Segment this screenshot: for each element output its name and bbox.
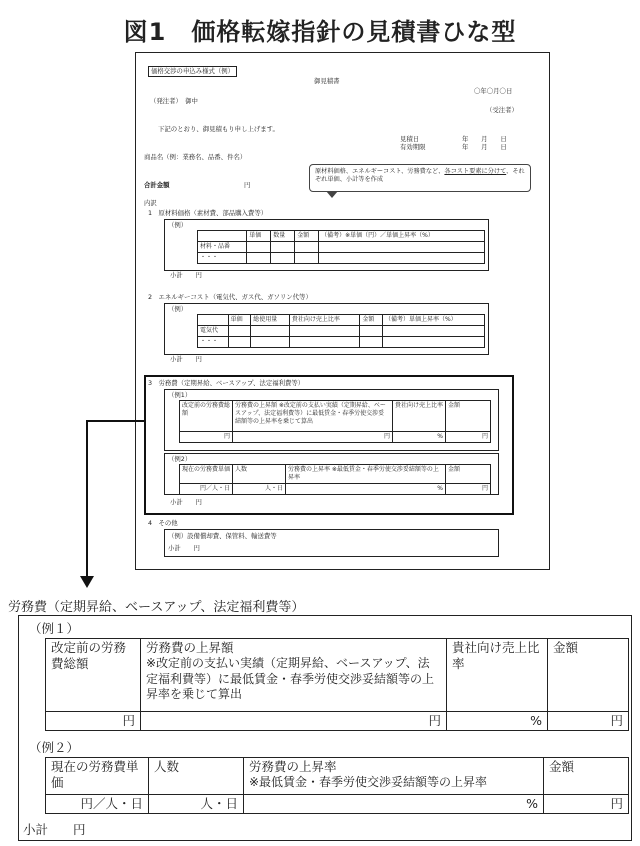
zoom-ex1-yen-2: 円 — [141, 712, 447, 731]
valid-value: 年 月 日 — [462, 143, 507, 151]
s2-col-price: 単価 — [228, 315, 251, 326]
section-2-box — [164, 303, 489, 355]
section-2-table — [197, 314, 485, 348]
callout-text-underlined: 各コスト要素に分けて — [444, 168, 507, 175]
zoom-panel — [18, 615, 632, 841]
s2-col-amount: 金額 — [360, 315, 383, 326]
callout-note — [309, 164, 531, 192]
valid-label: 有効期限 — [400, 143, 426, 151]
zoom-col-rate: 労務費の上昇率 — [249, 759, 337, 774]
figure-title: 図1 価格転嫁指針の見積書ひな型 — [123, 18, 517, 46]
zoom-ex1-table — [45, 638, 629, 731]
section-1-title: 1 原材料価格（素材費、部品購入費等） — [148, 209, 268, 217]
s3-ex2-unit-2: 人・日 — [233, 484, 286, 495]
s1-row-material: 材料・品番 — [198, 242, 247, 253]
zoom-heading: 労務費（定期昇給、ベースアップ、法定福利費等） — [8, 600, 305, 615]
quote-date-label: 見積日 — [400, 135, 420, 143]
zoom-col-increase: 労務費の上昇額 — [146, 640, 234, 655]
s1-col-price: 単価 — [247, 231, 271, 242]
zoom-ex1-pct: % — [447, 712, 548, 731]
s3-ex1-yen-3: 円 — [446, 432, 491, 443]
arrow-down-icon — [80, 576, 94, 588]
s1-col-qty: 数量 — [271, 231, 295, 242]
s3-ex2-yen: 円 — [446, 484, 491, 495]
zoom-ex2-table — [45, 757, 629, 814]
zoom-col-ratio: 貴社向け売上比率 — [447, 639, 548, 712]
s1-col-amount: 金額 — [295, 231, 319, 242]
total-yen: 円 — [244, 181, 251, 189]
section-4-example: （例）設備償却費、保管料、輸送費等 — [168, 532, 277, 540]
s3-ex2-unit-1: 円／人・日 — [180, 484, 233, 495]
s2-row-elec: 電気代 — [198, 326, 229, 337]
zoom-col-people: 人数 — [149, 758, 244, 795]
zoom-ex2-unit-1: 円／人・日 — [46, 795, 149, 814]
s2-row-dots: ・・・ — [198, 337, 229, 348]
zoom-ex1-yen-1: 円 — [46, 712, 141, 731]
s3-col-people: 人数 — [233, 465, 286, 484]
section-4-box — [164, 529, 499, 557]
section-2-subtotal: 小計 円 — [170, 355, 202, 363]
s2-col-ratio: 貴社向け売上比率 — [289, 315, 360, 326]
s3-col-before-total: 改定前の労務費総額 — [180, 401, 233, 432]
section-3-ex1-box — [164, 389, 499, 451]
zoom-ex2-yen: 円 — [544, 795, 629, 814]
s3-col-rate: 労務費の上昇率 ※最低賃金・春季労使交渉妥結額等の上昇率 — [286, 465, 446, 484]
quote-date-value: 年 月 日 — [462, 135, 507, 143]
s3-col-increase: 労務費の上昇額 ※改定前の支払い実績（定期昇給、ベースアップ、法定福利費等）に最低賃金・春季労使交渉妥結額等の上昇率を乗じて算出 — [233, 401, 393, 432]
s3-ex2-pct: % — [286, 484, 446, 495]
form-receiver: （受注者） — [486, 106, 518, 114]
section-3-subtotal: 小計 円 — [170, 498, 202, 506]
section-1-table — [197, 230, 485, 264]
s3-ex1-pct: % — [393, 432, 446, 443]
section-3-ex2-box — [164, 453, 499, 495]
s3-ex1-yen-1: 円 — [180, 432, 233, 443]
s1-col-note: （備考）※単価（円）／単価上昇率（%） — [319, 231, 485, 242]
zoom-ex1-label: （例１） — [29, 621, 80, 636]
zoom-ex2-label: （例２） — [29, 740, 80, 755]
section-3-title: 3 労務費（定期昇給、ベースアップ、法定福利費等） — [148, 379, 305, 387]
zoom-col-increase-note: ※改定前の支払い実績（定期昇給、ベースアップ、法定福利費等）に最低賃金・春季労使交渉妥結額等の上昇率を乗じて算出 — [146, 656, 435, 702]
callout-text-a: 原材料価格、エネルギーコスト、労務費など、 — [315, 168, 445, 175]
zoom-col-current: 現在の労務費単価 — [46, 758, 149, 795]
s3-ex1-yen-2: 円 — [233, 432, 393, 443]
zoom-col-amount: 金額 — [548, 639, 629, 712]
form-issuer: （発注者） 御中 — [150, 97, 198, 105]
product-name: 商品名（例：業務名、品番、件名） — [144, 153, 247, 161]
zoom-ex2-pct: % — [244, 795, 544, 814]
section-2-title: 2 エネルギーコスト（電気代、ガス代、ガソリン代等） — [148, 293, 312, 301]
form-date: 〇年〇月〇日 — [474, 87, 513, 95]
s2-col-usage: 総使用量 — [251, 315, 290, 326]
total-label: 合計金額 — [144, 181, 170, 189]
section-1-example: （例） — [168, 221, 188, 229]
zoom-col-rate-note: ※最低賃金・春季労使交渉妥結額等の上昇率 — [249, 775, 488, 790]
arrow-vertical — [86, 420, 88, 580]
breakdown-label: 内訳 — [144, 199, 157, 207]
form-label: 価格交渉の申込み様式（例） — [148, 66, 237, 77]
section-2-example: （例） — [168, 305, 188, 313]
arrow-horizontal — [86, 420, 144, 422]
section-4-title: 4 その他 — [148, 519, 178, 527]
s3-ex2-col-amount: 金額 — [446, 465, 491, 484]
section-1-box — [164, 219, 489, 271]
s2-col-note: （備考）単価上昇率（%） — [382, 315, 484, 326]
section-3-ex2-table — [179, 464, 491, 495]
zoom-subtotal: 小計 円 — [23, 822, 86, 837]
zoom-ex2-unit-2: 人・日 — [149, 795, 244, 814]
section-3-ex2-label: （例2） — [168, 455, 192, 463]
s3-col-amount: 金額 — [446, 401, 491, 432]
zoom-ex1-yen-3: 円 — [548, 712, 629, 731]
zoom-col-before-total: 改定前の労務費総額 — [46, 639, 141, 712]
estimate-form-preview — [135, 52, 550, 570]
section-4-subtotal: 小計 円 — [168, 544, 200, 552]
s3-col-ratio: 貴社向け売上比率 — [393, 401, 446, 432]
zoom-ex2-col-amount: 金額 — [544, 758, 629, 795]
form-greeting: 下記のとおり、御見積もり申し上げます。 — [158, 125, 279, 133]
form-heading: 御見積書 — [314, 77, 340, 85]
section-3-ex1-table — [179, 400, 491, 443]
section-3-ex1-label: （例1） — [168, 391, 192, 399]
s3-col-current: 現在の労務費単価 — [180, 465, 233, 484]
section-1-subtotal: 小計 円 — [170, 271, 202, 279]
callout-text-b: 、それぞれ単価、小計等を作成 — [315, 168, 525, 184]
callout-tail — [326, 191, 338, 198]
s1-row-dots: ・・・ — [198, 253, 247, 264]
